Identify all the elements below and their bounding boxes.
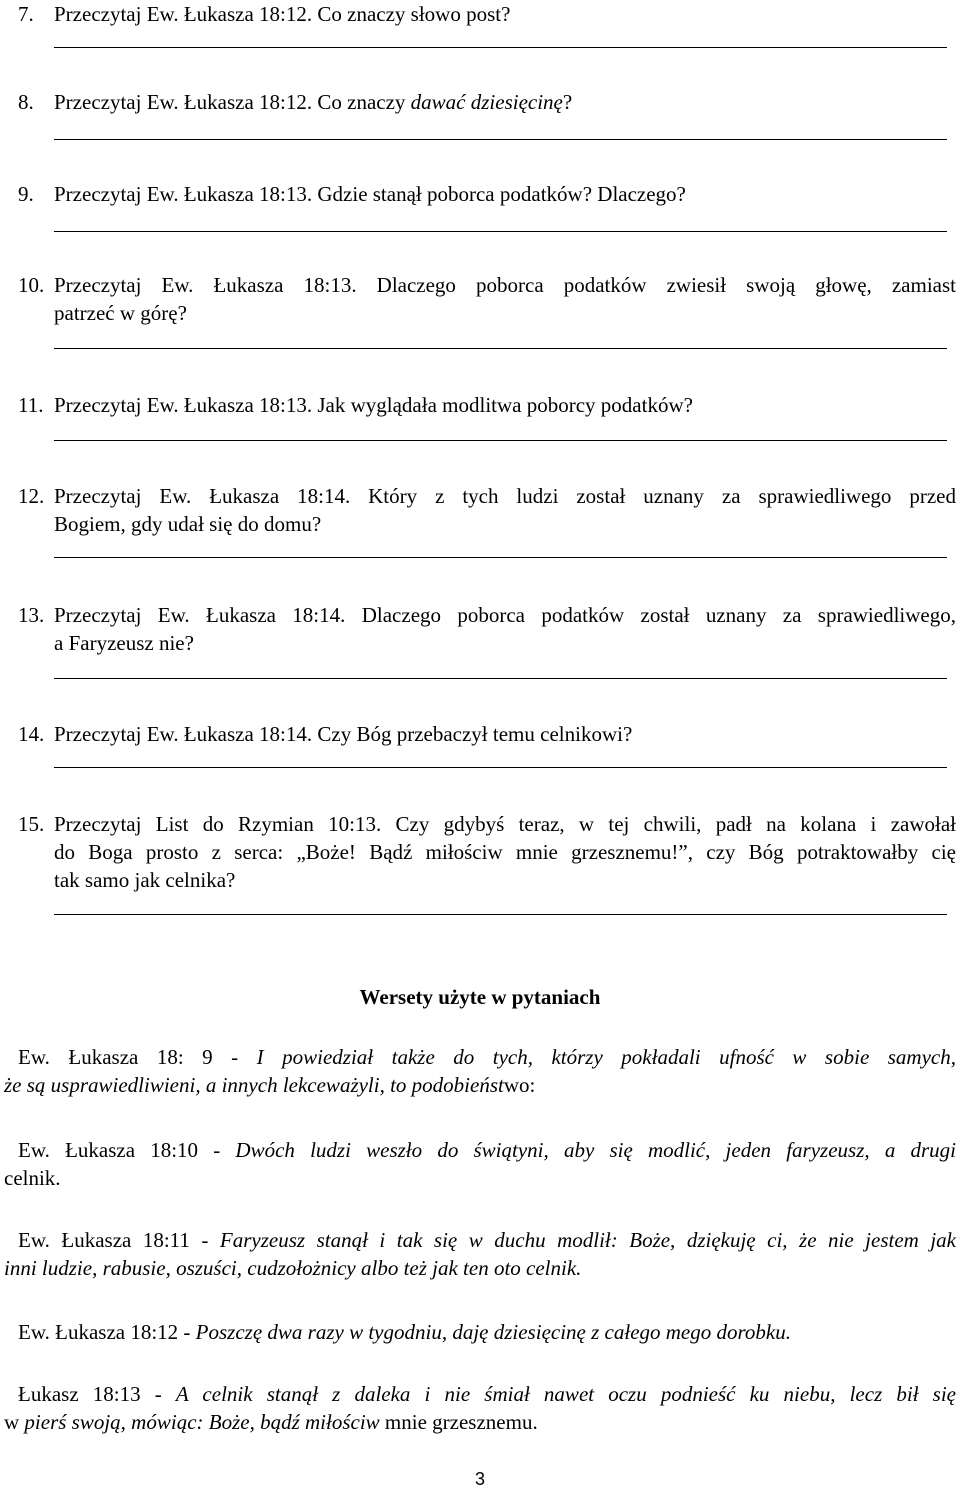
verse-9 [4,1043,956,1099]
verse-text-continued: celnik. [4,1166,61,1190]
question-9 [18,180,958,208]
question-text: Przeczytaj Ew. Łukasza 18:14. Dlaczego poborca podatków został uznany za sprawiedliwego, [54,603,956,627]
question-text: Przeczytaj Ew. Łukasza 18:13. Dlaczego poborca podatków zwiesił swoją głowę, zamiast [54,273,956,297]
question-number: 10. [18,273,45,297]
question-12 [18,482,958,538]
verse-text-tail: mnie grzesznemu. [379,1410,538,1434]
question-text-continued: patrzeć w górę? [54,301,187,325]
question-number: 11. [18,393,44,417]
question-number: 9. [18,182,34,206]
question-number: 15. [18,812,45,836]
verse-text: I powiedział także do tych, którzy pokładali ufność w sobie samych, [256,1045,956,1069]
question-7 [18,0,958,28]
question-number: 7. [18,2,34,26]
verse-text: A celnik stanął z daleka i nie śmiał nawet oczu podnieść ku niebu, lecz bił się [175,1382,956,1406]
verse-text-tail: wo: [503,1073,536,1097]
question-8 [18,88,958,116]
page-number: 3 [474,1469,485,1489]
question-text-end: ? [562,90,573,114]
section-title: Wersety użyte w pytaniach [359,985,601,1009]
verse-13 [4,1380,956,1436]
question-text-continued: tak samo jak celnika? [54,868,236,892]
question-number: 8. [18,90,34,114]
verse-text-continued: pierś swoją, mówiąc: Boże, bądź miłościw [24,1410,380,1434]
question-text: Przeczytaj Ew. Łukasza 18:14. Który z tych ludzi został uznany za sprawiedliwego przed [54,484,956,508]
verse-reference: Ew. Łukasza 18: 9 - [18,1045,257,1069]
answer-line[interactable] [54,47,947,48]
verse-10 [4,1136,956,1192]
answer-line[interactable] [54,348,947,349]
question-emphasis: dawać dziesięcinę [410,90,563,114]
question-text: Przeczytaj Ew. Łukasza 18:14. Czy Bóg przebaczył temu celnikowi? [54,722,633,746]
question-number: 13. [18,603,45,627]
answer-line[interactable] [54,914,947,915]
question-number: 12. [18,484,45,508]
verse-12 [4,1318,956,1346]
question-number: 14. [18,722,45,746]
verse-reference: Ew. Łukasza 18:12 - [18,1320,196,1344]
answer-line[interactable] [54,767,947,768]
verse-11 [4,1226,956,1282]
answer-line[interactable] [54,678,947,679]
verse-reference: Ew. Łukasza 18:11 - [18,1228,220,1252]
question-text: Przeczytaj Ew. Łukasza 18:13. Jak wyglądała modlitwa poborcy podatków? [54,393,693,417]
verse-text-prefix: w [4,1410,25,1434]
verse-text: Faryzeusz stanął i tak się w duchu modlił: Boże, dziękuję ci, że nie jestem jak [219,1228,956,1252]
answer-line[interactable] [54,139,947,140]
question-10 [18,271,958,327]
question-15 [18,810,958,894]
question-text: Przeczytaj Ew. Łukasza 18:12. Co znaczy słowo post? [54,2,511,26]
verse-text: Poszczę dwa razy w tygodniu, daję dziesięcinę z całego mego dorobku. [195,1320,791,1344]
question-11 [18,391,958,419]
question-13 [18,601,958,657]
verse-text: Dwóch ludzi weszło do świątyni, aby się modlić, jeden faryzeusz, a drugi [235,1138,957,1162]
verse-text-continued: że są usprawiedliwieni, a innych lekceważyli, to podobieńst [4,1073,504,1097]
verse-reference: Ew. Łukasza 18:10 - [18,1138,236,1162]
question-text-continued: Bogiem, gdy udał się do domu? [54,512,322,536]
answer-line[interactable] [54,440,947,441]
verse-reference: Łukasz 18:13 - [18,1382,176,1406]
question-text-continued: a Faryzeusz nie? [54,631,194,655]
answer-line[interactable] [54,231,947,232]
question-text: Przeczytaj Ew. Łukasza 18:13. Gdzie stanął poborca podatków? Dlaczego? [54,182,686,206]
answer-line[interactable] [54,557,947,558]
question-text-continued: do Boga prosto z serca: „Boże! Bądź miłościw mnie grzesznemu!”, czy Bóg potraktowałby cię [54,840,956,864]
question-text: Przeczytaj Ew. Łukasza 18:12. Co znaczy [54,90,411,114]
question-text: Przeczytaj List do Rzymian 10:13. Czy gdybyś teraz, w tej chwili, padł na kolana i zawołał [54,812,956,836]
question-14 [18,720,958,748]
verse-text-continued: inni ludzie, rabusie, oszuści, cudzołożnicy albo też jak ten oto celnik. [4,1256,582,1280]
